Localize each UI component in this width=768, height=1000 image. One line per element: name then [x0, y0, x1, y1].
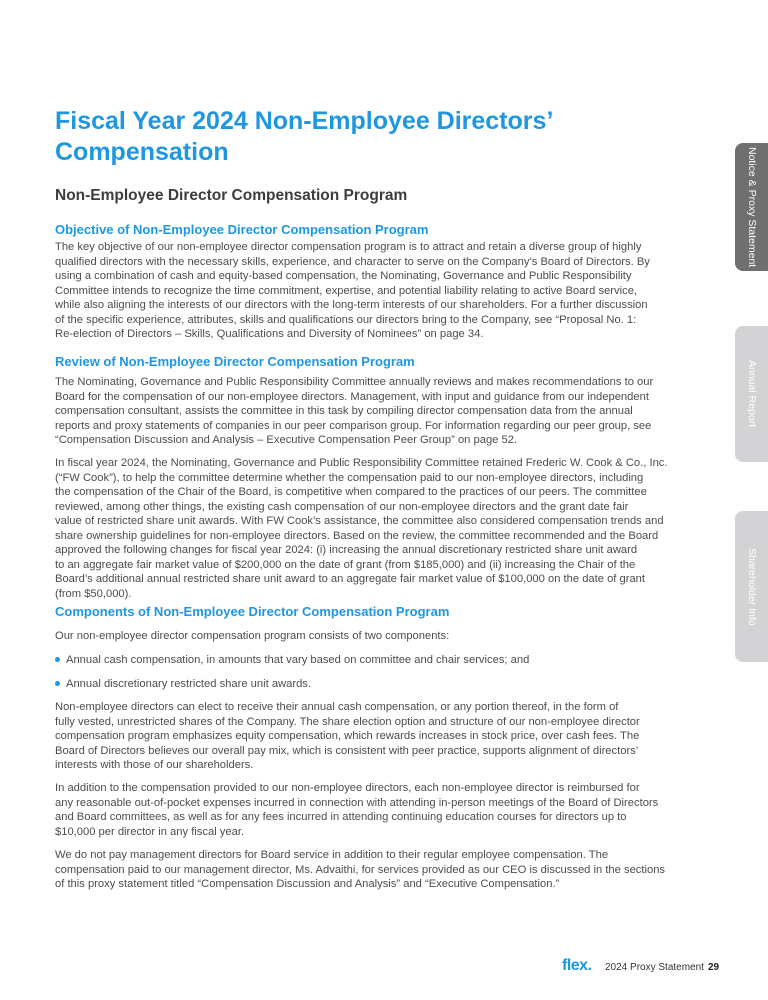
text-line: approved the following changes for fiscal year 2024: (i) increasing the annual discretionary restricted share unit award — [55, 544, 638, 556]
footer-doc-title: 2024 Proxy Statement — [605, 962, 704, 973]
text-line: “Compensation Discussion and Analysis – Executive Compensation Peer Group” on page 52. — [55, 434, 518, 446]
text-line: of the specific experience, attributes, skills and qualifications our directors bring to the Company, see “Proposal No. 1: — [55, 313, 637, 326]
text-line: The key objective of our non-employee director compensation program is to attract and retain a diverse group of highly — [55, 241, 642, 253]
text-line: value of restricted share unit awards. With FW Cook’s assistance, the committee also considered compensation trends and — [55, 515, 664, 527]
text-line: and Board committees, as well as for any fees incurred in attending continuing education courses for directors up to — [55, 811, 627, 823]
text-line: the compensation of the Chair of the Board, is competitive when compared to the practices of our peers. The committee — [55, 486, 647, 498]
list-item-text: Annual discretionary restricted share unit awards. — [66, 678, 311, 690]
text-line: Board for the compensation of our non-employee directors. Management, with input and guidance from our independent — [55, 390, 649, 403]
text-line: Committee intends to recognize the time commitment, expertise, and potential liability relating to active Board service, — [55, 284, 638, 297]
text-line: $10,000 per director in any fiscal year. — [55, 825, 245, 838]
tab-shareholder-info[interactable] — [735, 511, 768, 662]
bullet-icon — [55, 681, 60, 686]
objective-paragraph — [55, 240, 650, 342]
text-line: to an aggregate fair market value of $200,000 on the date of grant (from $185,000) and (ii) increasing the Chair of the — [55, 558, 636, 571]
components-paragraph-2 — [55, 781, 658, 839]
list-item — [55, 653, 529, 668]
list-item — [55, 677, 311, 692]
review-paragraph-2 — [55, 456, 668, 601]
text-line: Our non-employee director compensation program consists of two components: — [55, 630, 450, 642]
tab-label: Notice & Proxy Statement — [746, 146, 758, 268]
bullet-icon — [55, 657, 60, 662]
text-line: compensation paid to our management director, Ms. Advaithi, for services provided as our CEO is discussed in the sections — [55, 863, 666, 876]
text-line: fully vested, unrestricted shares of the Company. The share election option and structure of our non-employee director — [55, 715, 640, 728]
page-title-line: Fiscal Year 2024 Non-Employee Directors’ — [55, 107, 554, 135]
text-line: compensation consultant, assists the committee in this task by compiling director compensation data from the annual — [55, 405, 633, 417]
text-line: Non-employee directors can elect to receive their annual cash compensation, or any portion thereof, in the form of — [55, 701, 619, 713]
review-paragraph-1 — [55, 375, 653, 448]
components-paragraph-3 — [55, 848, 665, 892]
review-heading: Review of Non-Employee Director Compensation Program — [55, 354, 415, 369]
text-line: (“FW Cook”), to help the committee determine whether the compensation paid to our non-employee directors, including — [55, 471, 644, 484]
tab-annual-report[interactable] — [735, 326, 768, 462]
text-line: In addition to the compensation provided to our non-employee directors, each non-employee director is reimbursed for — [55, 782, 640, 794]
text-line: while also aligning the interests of our directors with the long-term interests of our shareholders. For a further discussion — [55, 299, 648, 311]
text-line: of this proxy statement titled “Compensation Discussion and Analysis” and “Executive Compensation.” — [55, 878, 560, 890]
text-line: interests with those of our shareholders. — [55, 759, 254, 771]
list-item-text: Annual cash compensation, in amounts that vary based on committee and chair services; and — [66, 654, 530, 666]
page-title-line: Compensation — [55, 138, 229, 166]
components-intro — [55, 629, 449, 644]
objective-heading: Objective of Non-Employee Director Compensation Program — [55, 222, 429, 237]
tab-label: Annual Report — [746, 360, 758, 428]
text-line: The Nominating, Governance and Public Responsibility Committee annually reviews and makes recommendations to our — [55, 376, 654, 388]
components-heading: Components of Non-Employee Director Compensation Program — [55, 604, 450, 619]
text-line: qualified directors with the necessary skills, experience, and character to serve on the Company’s Board of Directors. By — [55, 255, 650, 268]
text-line: We do not pay management directors for Board service in addition to their regular employee compensation. The — [55, 849, 609, 861]
text-line: any reasonable out-of-pocket expenses incurred in connection with attending in-person meetings of the Board of Directors — [55, 796, 659, 809]
text-line: compensation program emphasizes equity compensation, which rewards increases in stock price, over cash fees. The — [55, 730, 640, 742]
page-number: 29 — [708, 962, 720, 973]
text-line: Board of Directors believes our overall pay mix, which is consistent with peer practice, supports alignment of directors’ — [55, 744, 639, 757]
components-paragraph-1 — [55, 700, 640, 773]
text-line: Re-election of Directors – Skills, Qualifications and Diversity of Nominees” on page 34. — [55, 328, 484, 340]
tab-label: Shareholder Info — [746, 547, 758, 626]
text-line: Board’s additional annual restricted share unit award to an aggregate fair market value of $100,000 on the date of grant — [55, 573, 646, 585]
text-line: reviewed, among other things, the existing cash compensation of our non-employee directors and the grant date fair — [55, 500, 629, 513]
section-heading: Non-Employee Director Compensation Program — [55, 187, 408, 204]
tab-notice-proxy-statement[interactable] — [735, 143, 768, 271]
text-line: reports and proxy statements of companies in our peer comparison group. For information regarding our peer group, see — [55, 419, 652, 432]
flex-logo: flex. — [562, 957, 592, 974]
page-title — [55, 106, 553, 168]
text-line: (from $50,000). — [55, 587, 132, 600]
text-line: using a combination of cash and equity-based compensation, the Nominating, Governance and Public Responsibility — [55, 270, 632, 282]
text-line: In fiscal year 2024, the Nominating, Governance and Public Responsibility Committee retained Frederic W. Cook & Co., Inc. — [55, 457, 668, 469]
text-line: share ownership guidelines for non-employee directors. Based on the review, the committee recommended and the Board — [55, 529, 659, 542]
